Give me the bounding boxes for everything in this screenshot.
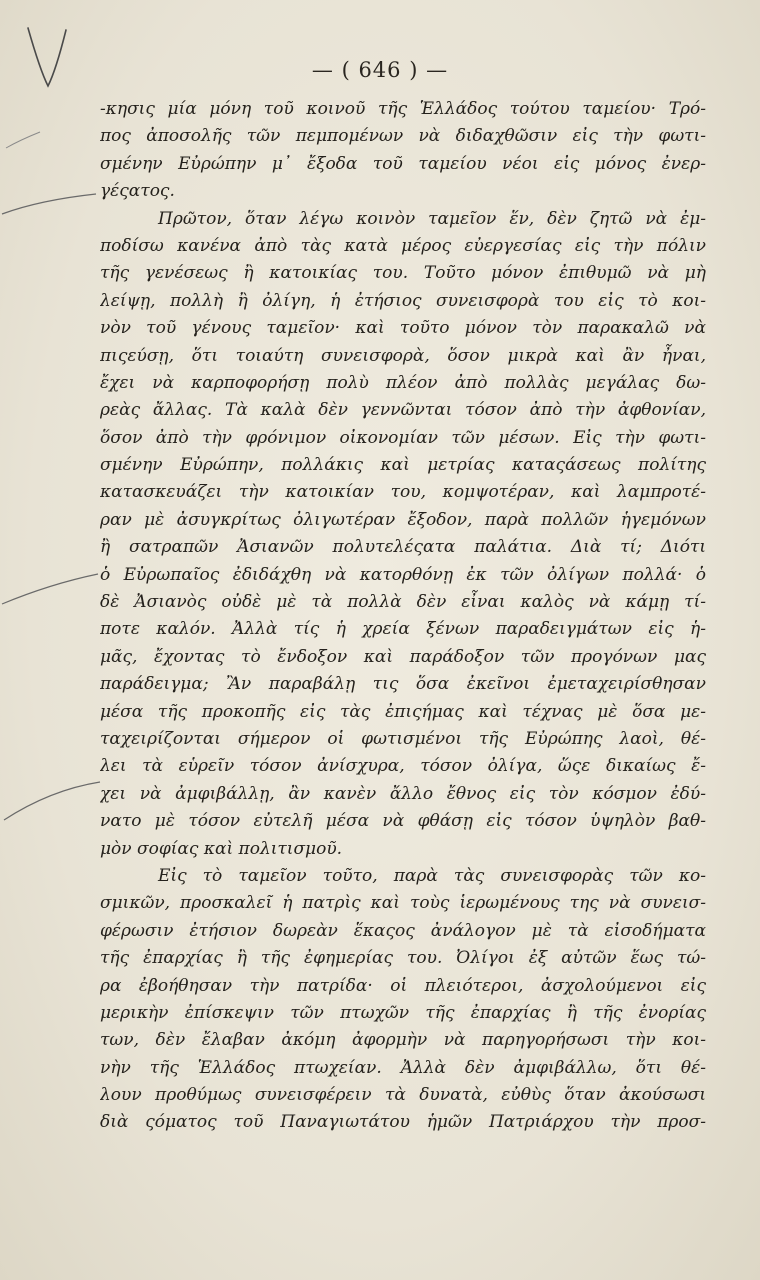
- text-line: ὅσον ἀπὸ τὴν φρόνιμον οἰκονομίαν τῶν μέσων. Εἰς τὴν φωτι-: [100, 427, 706, 448]
- text-line: ὁ Εὐρωπαῖος ἐδιδάχθη νὰ κατορθόνῃ ἐκ τῶν ὀλίγων πολλά· ὁ: [100, 564, 706, 585]
- text-line: χει νὰ ἀμφιβάλλῃ, ἂν κανὲν ἄλλο ἔθνος εἰς τὸν κόσμον ἐδύ-: [100, 783, 706, 804]
- text-line: ρα ἐβοήθησαν τὴν πατρίδα· οἱ πλειότεροι, ἀσχολούμενοι εἰς: [100, 975, 706, 996]
- text-line: μᾶς, ἔχοντας τὸ ἔνδοξον καὶ παράδοξον τῶν προγόνων μας: [100, 646, 706, 667]
- text-line: Εἰς τὸ ταμεῖον τοῦτο, παρὰ τὰς συνεισφορὰς τῶν κο-: [158, 865, 706, 886]
- text-line: νὴν τῆς Ἑλλάδος πτωχείαν. Ἀλλὰ δὲν ἀμφιβάλλω, ὅτι θέ-: [100, 1057, 706, 1078]
- text-line: -κησις μία μόνη τοῦ κοινοῦ τῆς Ἑλλάδος τούτου ταμείου· Τρό-: [100, 99, 706, 119]
- text-line: γέςατος.: [100, 181, 175, 202]
- text-line: ποτε καλόν. Ἀλλὰ τίς ἡ χρεία ξένων παραδειγμάτων εἰς ἡ-: [100, 619, 706, 640]
- text-line: λουν προθύμως συνεισφέρειν τὰ δυνατὰ, εὐθὺς ὅταν ἀκούσωσι: [100, 1085, 706, 1106]
- text-line: φέρωσιν ἐτήσιον δωρεὰν ἕκαςος ἀνάλογον μὲ τὰ εἰσοδήματα: [100, 920, 706, 941]
- text-line: σμικῶν, προσκαλεῖ ἡ πατρὶς καὶ τοὺς ἱερωμένους της νὰ συνεισ-: [100, 893, 706, 914]
- page-number-header: — ( 646 ) —: [311, 58, 449, 82]
- text-line: διὰ ςόματος τοῦ Παναγιωτάτου ἡμῶν Πατριάρχου τὴν προσ-: [100, 1112, 706, 1133]
- text-line: ἔχει νὰ καρποφορήσῃ πολὺ πλέον ἀπὸ πολλὰς μεγάλας δω-: [100, 372, 706, 393]
- text-line: ταχειρίζονται σήμερον οἱ φωτισμένοι τῆς Εὐρώπης λαοὶ, θέ-: [100, 728, 706, 749]
- text-line: λείψῃ, πολλὴ ἢ ὀλίγη, ἡ ἐτήσιος συνεισφορὰ του εἰς τὸ κοι-: [100, 290, 706, 311]
- text-line: παράδειγμα; Ἂν παραβάλῃ τις ὅσα ἐκεῖνοι ἐμεταχειρίσθησαν: [100, 674, 706, 695]
- text-line: λει τὰ εὑρεῖν τόσον ἀνίσχυρα, τόσον ὀλίγα, ὥςε δικαίως ἔ-: [100, 756, 706, 777]
- text-line: μερικὴν ἐπίσκεψιν τῶν πτωχῶν τῆς ἐπαρχίας ἢ τῆς ἐνορίας: [100, 1002, 706, 1023]
- text-line: νατο μὲ τόσον εὐτελῆ μέσα νὰ φθάσῃ εἰς τόσον ὑψηλὸν βαθ-: [100, 811, 706, 832]
- text-line: μὸν σοφίας καὶ πολιτισμοῦ.: [100, 838, 343, 859]
- text-line: μέσα τῆς προκοπῆς εἰς τὰς ἐπιςήμας καὶ τέχνας μὲ ὅσα με-: [100, 701, 706, 722]
- text-line: τῆς ἐπαρχίας ἢ τῆς ἐφημερίας του. Ὀλίγοι ἐξ αὐτῶν ἕως τώ-: [100, 948, 706, 969]
- text-line: ρεὰς ἄλλας. Τὰ καλὰ δὲν γεννῶνται τόσον ἀπὸ τὴν ἀφθονίαν,: [100, 400, 706, 421]
- text-line: ποδίσω κανένα ἀπὸ τὰς κατὰ μέρος εὐεργεσίας εἰς τὴν πόλιν: [100, 235, 706, 256]
- text-line: νὸν τοῦ γένους ταμεῖον· καὶ τοῦτο μόνον τὸν παρακαλῶ νὰ: [100, 318, 706, 339]
- text-line: σμένην Εὐρώπην, πολλάκις καὶ μετρίας καταςάσεως πολίτης: [100, 455, 706, 476]
- text-line: πιςεύσῃ, ὅτι τοιαύτη συνεισφορὰ, ὅσον μικρὰ καὶ ἂν ἦναι,: [100, 345, 706, 366]
- text-line: τῆς γενέσεως ἢ κατοικίας του. Τοῦτο μόνον ἐπιθυμῶ νὰ μὴ: [100, 263, 706, 284]
- text-line: των, δὲν ἔλαβαν ἀκόμη ἀφορμὴν νὰ παρηγορήσωσι τὴν κοι-: [100, 1030, 706, 1051]
- text-line: Πρῶτον, ὅταν λέγω κοινὸν ταμεῖον ἕν, δὲν ζητῶ νὰ ἐμ-: [158, 208, 706, 229]
- text-line: κατασκευάζει τὴν κατοικίαν του, κομψοτέραν, καὶ λαμπροτέ-: [100, 482, 706, 503]
- text-line: σμένην Εὐρώπην μ᾽ ἔξοδα τοῦ ταμείου νέοι εἰς μόνος ἐνερ-: [100, 153, 706, 174]
- text-line: πος ἀποσολῆς τῶν πεμπομένων νὰ διδαχθῶσιν εἰς τὴν φωτι-: [100, 126, 706, 147]
- text-line: ἢ σατραπῶν Ἀσιανῶν πολυτελέςατα παλάτια. Διὰ τί; Διότι: [100, 537, 706, 558]
- body-text: [100, 96, 706, 1137]
- text-line: δὲ Ἀσιανὸς οὐδὲ μὲ τὰ πολλὰ δὲν εἶναι καλὸς νὰ κάμῃ τί-: [100, 592, 706, 613]
- text-line: ραν μὲ ἀσυγκρίτως ὀλιγωτέραν ἔξοδον, παρὰ πολλῶν ἡγεμόνων: [100, 509, 706, 530]
